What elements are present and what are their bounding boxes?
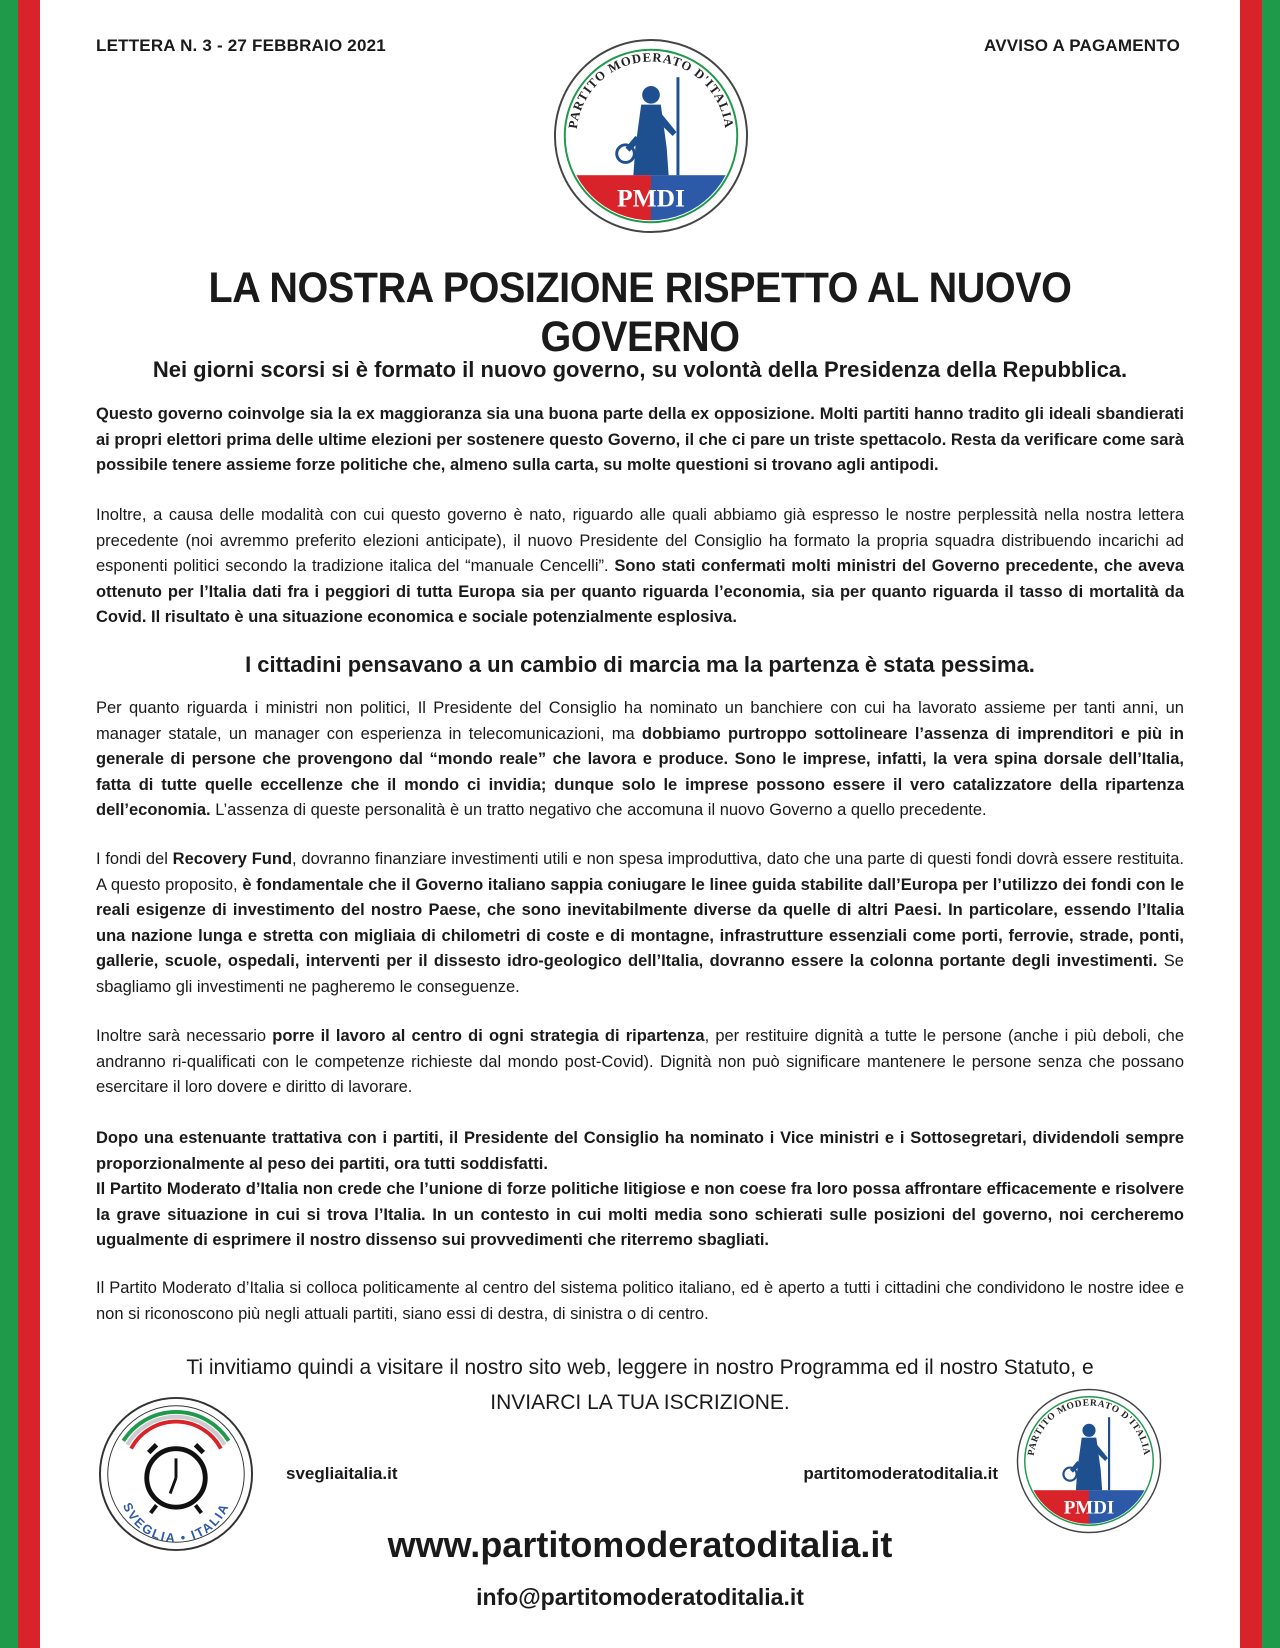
paragraph-coalition: Questo governo coinvolge sia la ex maggioranza sia una buona parte della ex opposizione. Molti partiti hanno tradito gli ideali sbandierati ai propri elettori prima delle ultime elezioni per sostenere questo Governo, il che ci pare un triste spettacolo. Resta da verificare come sarà possibile tenere assieme forze politiche che, almeno sulla carta, su molte questioni si trovano agli antipodi. [96,405,1184,474]
letter-number-date: LETTERA N. 3 - 27 FEBBRAIO 2021 [96,36,386,55]
flag-stripe-green-right [1262,0,1280,1648]
paragraph-emphasis: è fondamentale che il Governo italiano sappia coniugare le linee guida stabilite dall’Europa per l’utilizzo dei fondi con le reali esigenze di investimento del nostro Paese, che sono inevitabilmente diverse da quelle di altri Paesi. In particolare, essendo l’Italia una nazione lunga e stretta con migliaia di chilometri di coste e di montagne, infrastrutture essenziali come porti, ferrovie, strade, ponti, gallerie, scuole, ospedali, interventi per il dissesto idro-geologico dell’Italia, dovranno essere la colonna portante degli investimenti. [96,875,1184,970]
sveglia-italia-link[interactable]: svegliaitalia.it [286,1464,398,1483]
paid-notice-label: AVVISO A PAGAMENTO [984,36,1180,55]
paragraph-text: Il Partito Moderato d’Italia non crede che l’unione di forze politiche litigiose e non coese fra loro possa affrontare efficacemente e risolvere la grave situazione in cui si trova l’Italia. In un contesto in cui molti media sono schierati sulle posizioni del governo, noi cercheremo ugualmente di esprimere il nostro dissenso sui provvedimenti che riterremo sbagliati. [96,1180,1184,1249]
paragraph-text: Se sbagliamo gli investimenti ne pagheremo le conseguenze. [96,952,1184,996]
pmdi-website-link[interactable]: partitomoderatoditalia.it [803,1464,998,1483]
paragraph-ministers [96,503,1184,631]
paragraph-non-political-ministers [96,696,1184,824]
contact-email[interactable]: info@partitomoderatoditalia.it [476,1584,804,1610]
paragraph-text: Dopo una estenuante trattativa con i partiti, il Presidente del Consiglio ha nominato i Vice ministri e i Sottosegretari, dividendoli sempre proporzionalmente al peso dei partiti, ora tutti soddisfatti. [96,1129,1184,1173]
paragraph-emphasis: porre il lavoro al centro di ogni strategia di ripartenza [272,1027,705,1045]
sveglia-logo-text: SVEGLIA • ITALIA [119,1500,233,1546]
page-title: LA NOSTRA POSIZIONE RISPETTO AL NUOVO GOVERNO [208,264,1072,361]
pmdi-logo-ring-text: PARTITO MODERATO D'ITALIA [1026,1398,1152,1457]
paragraph-text: , dovranno finanziare investimenti utili e non spesa improduttiva, dato che una parte di questi fondi dovrà essere restituita. A questo proposito, [96,850,1184,894]
paragraph-emphasis: dobbiamo purtroppo sottolineare l’assenza di imprenditori e più in generale di persone che provengono dal “mondo reale” che lavora e produce. Sono le imprese, infatti, la vera spina dorsale dell’Italia, fatta di tutte quelle eccellenze che il mondo ci invidia; dunque solo le imprese possono essere il vero catalizzatore della ripartenza dell’economia. [96,724,1184,819]
paragraph-text: I fondi del [96,850,173,868]
invitation-line: Ti invitiamo quindi a visitare il nostro sito web, leggere in nostro Programma ed il nostro Statuto, e [186,1356,1094,1379]
pmdi-logo-badge: PMDI [617,183,685,213]
paragraph-party-position: Il Partito Moderato d’Italia si colloca politicamente al centro del sistema politico italiano, ed è aperto a tutti i cittadini che condividono le nostre idee e non si riconoscono più negli attuali partiti, siano essi di destra, di sinistra o di centro. [96,1279,1184,1323]
paragraph-text: Inoltre, a causa delle modalità con cui questo governo è nato, riguardo alle quali abbiamo già espresso le nostre perplessità nella nostra lettera precedente (noi avremmo preferito elezioni anticipate), il nuovo Presidente del Consiglio ha formato la propria squadra distribuendo incarichi ad esponenti politici secondo la tradizione italica del “manuale Cencelli”. [96,506,1184,575]
paragraph-emphasis: Recovery Fund [172,850,293,868]
flag-stripe-green-left [0,0,18,1648]
paragraph-vice-ministers [96,1126,1184,1254]
subheading-bad-start: I cittadini pensavano a un cambio di marcia ma la partenza è stata pessima. [245,652,1035,677]
sveglia-italia-logo [98,1396,254,1552]
paragraph-emphasis: Sono stati confermati molti ministri del Governo precedente, che aveva ottenuto per l’Italia dati fra i peggiori di tutta Europa sia per quanto riguarda l’economia, sia per quanto riguarda il tasso di mortalità da Covid. Il risultato è una situazione economica e sociale potenzialmente esplosiva. [96,557,1185,626]
flag-stripe-red-right [1240,0,1262,1648]
invitation-cta: INVIARCI LA TUA ISCRIZIONE. [490,1391,790,1414]
pmdi-logo-badge: PMDI [1063,1497,1115,1519]
paragraph-work [96,1024,1184,1101]
paragraph-text: , per restituire dignità a tutte le persone (anche i più deboli, che andranno ri-qualificati con le competenze richieste dal mondo post-Covid). Dignità non può significare mantenere le persone senza che possano esercitare il loro dovere e diritto di lavorare. [96,1027,1184,1096]
paragraph-text: L’assenza di queste personalità è un tratto negativo che accomuna il nuovo Governo a quello precedente. [210,801,987,819]
paragraph-text: Inoltre sarà necessario [96,1027,273,1045]
website-url[interactable]: www.partitomoderatoditalia.it [387,1524,893,1565]
pmdi-logo-small [1016,1388,1162,1534]
paragraph-recovery-fund [96,847,1184,1000]
pmdi-logo-ring-text: PARTITO MODERATO D'ITALIA [565,50,737,130]
subheading-new-government: Nei giorni scorsi si è formato il nuovo governo, su volontà della Presidenza della Repubblica. [152,357,1128,382]
paragraph-text: Per quanto riguarda i ministri non politici, Il Presidente del Consiglio ha nominato un banchiere con cui ha lavorato assieme per tanti anni, un manager statale, un manager con esperienza in telecomunicazioni, ma [96,699,1184,743]
pmdi-logo [553,38,749,234]
flag-stripe-red-left [18,0,40,1648]
